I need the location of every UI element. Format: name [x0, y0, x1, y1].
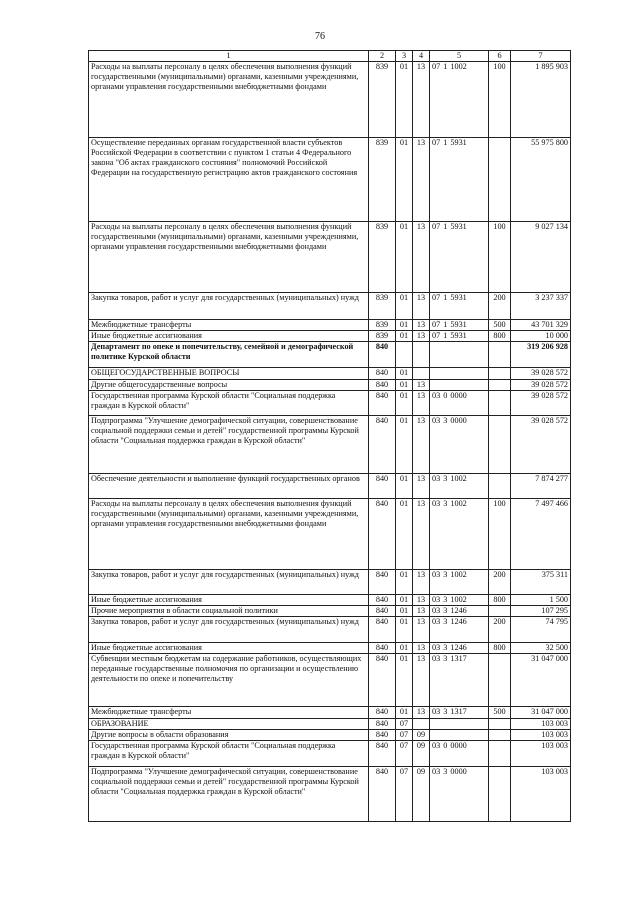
row-name: Субвенции местным бюджетам на содержание работников, осуществляющих переданные государственные полномочия по организации и осуществлению деятельности по опеке и попечительству — [89, 654, 369, 707]
table-row — [89, 741, 571, 767]
admin-code: 839 — [369, 62, 396, 138]
section-code: 01 — [396, 138, 413, 222]
row-name: Другие общегосударственные вопросы — [89, 380, 369, 391]
subsection-code: 13 — [413, 293, 430, 320]
expense-type-code: 800 — [489, 595, 511, 606]
table-row — [89, 293, 571, 320]
expense-type-code: 500 — [489, 707, 511, 719]
amount: 74 795 — [511, 617, 571, 643]
expense-type-code — [489, 767, 511, 822]
subsection-code: 13 — [413, 643, 430, 654]
row-name: Межбюджетные трансферты — [89, 320, 369, 331]
subsection-code: 13 — [413, 606, 430, 617]
expense-type-code: 800 — [489, 643, 511, 654]
subsection-code: 13 — [413, 570, 430, 595]
admin-code: 840 — [369, 368, 396, 380]
table-row — [89, 474, 571, 499]
amount: 103 003 — [511, 730, 571, 741]
amount: 103 003 — [511, 741, 571, 767]
expense-type-code: 100 — [489, 62, 511, 138]
amount: 10 000 — [511, 331, 571, 342]
amount: 7 874 277 — [511, 474, 571, 499]
row-name: Расходы на выплаты персоналу в целях обеспечения выполнения функций государственными (муниципальными) органами, казенными учреждениями, органами управления государственными внебюджетными фондами — [89, 499, 369, 570]
expense-type-code: 200 — [489, 293, 511, 320]
target-item-code: 03 3 1317 — [430, 654, 489, 707]
expense-type-code: 100 — [489, 499, 511, 570]
subsection-code: 13 — [413, 499, 430, 570]
target-item-code — [430, 719, 489, 730]
table-row — [89, 595, 571, 606]
amount: 39 028 572 — [511, 368, 571, 380]
subsection-code: 13 — [413, 617, 430, 643]
table-row — [89, 570, 571, 595]
section-code — [396, 342, 413, 368]
amount: 375 311 — [511, 570, 571, 595]
amount: 3 237 337 — [511, 293, 571, 320]
amount: 103 003 — [511, 767, 571, 822]
column-header-2: 2 — [369, 51, 396, 62]
row-name: Расходы на выплаты персоналу в целях обеспечения выполнения функций государственными (муниципальными) органами, казенными учреждениями, органами управления государственными внебюджетными фондами — [89, 222, 369, 293]
expense-type-code — [489, 606, 511, 617]
target-item-code: 03 3 0000 — [430, 416, 489, 474]
subsection-code — [413, 342, 430, 368]
row-name: Иные бюджетные ассигнования — [89, 331, 369, 342]
target-item-code — [430, 368, 489, 380]
section-code: 01 — [396, 654, 413, 707]
table-row — [89, 138, 571, 222]
table-row — [89, 62, 571, 138]
section-code: 01 — [396, 380, 413, 391]
section-code: 07 — [396, 730, 413, 741]
expense-type-code — [489, 342, 511, 368]
admin-code: 840 — [369, 719, 396, 730]
target-item-code: 03 3 1002 — [430, 474, 489, 499]
expense-type-code: 800 — [489, 331, 511, 342]
admin-code: 840 — [369, 570, 396, 595]
row-name: Государственная программа Курской области "Социальная поддержка граждан в Курской области" — [89, 741, 369, 767]
section-code: 07 — [396, 719, 413, 730]
section-code: 01 — [396, 293, 413, 320]
column-header-3: 3 — [396, 51, 413, 62]
target-item-code: 07 1 5931 — [430, 222, 489, 293]
admin-code: 839 — [369, 331, 396, 342]
table-row — [89, 499, 571, 570]
subsection-code — [413, 719, 430, 730]
target-item-code: 03 0 0000 — [430, 741, 489, 767]
target-item-code — [430, 380, 489, 391]
target-item-code — [430, 342, 489, 368]
row-name: ОБРАЗОВАНИЕ — [89, 719, 369, 730]
admin-code: 839 — [369, 320, 396, 331]
amount: 39 028 572 — [511, 380, 571, 391]
subsection-code: 13 — [413, 320, 430, 331]
target-item-code: 07 1 1002 — [430, 62, 489, 138]
amount: 319 206 928 — [511, 342, 571, 368]
row-name: Иные бюджетные ассигнования — [89, 595, 369, 606]
target-item-code — [430, 730, 489, 741]
row-name: Подпрограмма "Улучшение демографической ситуации, совершенствование социальной поддержки семьи и детей" государственной программы Курской области "Социальная поддержка граждан в Курской области" — [89, 416, 369, 474]
table-row — [89, 368, 571, 380]
target-item-code: 03 3 1246 — [430, 643, 489, 654]
section-code: 01 — [396, 474, 413, 499]
table-row — [89, 767, 571, 822]
row-name: Другие вопросы в области образования — [89, 730, 369, 741]
target-item-code: 07 1 5931 — [430, 331, 489, 342]
admin-code: 840 — [369, 767, 396, 822]
row-name: Осуществление переданных органам государственной власти субъектов Российской Федерации в соответствии с пунктом 1 статьи 4 Федерального закона "Об актах гражданского состояния" полномочий Российской Федерации на государственную регистрацию актов гражданского состояния — [89, 138, 369, 222]
table-row — [89, 331, 571, 342]
admin-code: 840 — [369, 499, 396, 570]
section-code: 01 — [396, 570, 413, 595]
column-header-6: 6 — [489, 51, 511, 62]
table-row — [89, 617, 571, 643]
subsection-code: 13 — [413, 654, 430, 707]
admin-code: 840 — [369, 643, 396, 654]
amount: 39 028 572 — [511, 391, 571, 416]
section-code: 07 — [396, 741, 413, 767]
expense-type-code: 200 — [489, 570, 511, 595]
section-code: 01 — [396, 62, 413, 138]
row-name: Расходы на выплаты персоналу в целях обеспечения выполнения функций государственными (муниципальными) органами, казенными учреждениями, органами управления государственными внебюджетными фондами — [89, 62, 369, 138]
expense-type-code — [489, 719, 511, 730]
admin-code: 839 — [369, 222, 396, 293]
table-row — [89, 416, 571, 474]
admin-code: 840 — [369, 391, 396, 416]
section-code: 01 — [396, 606, 413, 617]
row-name: Закупка товаров, работ и услуг для государственных (муниципальных) нужд — [89, 570, 369, 595]
expense-type-code: 200 — [489, 617, 511, 643]
subsection-code: 13 — [413, 138, 430, 222]
expense-type-code — [489, 391, 511, 416]
section-code: 01 — [396, 331, 413, 342]
amount: 39 028 572 — [511, 416, 571, 474]
admin-code: 840 — [369, 730, 396, 741]
target-item-code: 03 3 1002 — [430, 570, 489, 595]
budget-table — [88, 50, 571, 822]
section-code: 01 — [396, 707, 413, 719]
section-code: 01 — [396, 368, 413, 380]
subsection-code: 09 — [413, 767, 430, 822]
row-name: Прочие мероприятия в области социальной политики — [89, 606, 369, 617]
subsection-code: 13 — [413, 62, 430, 138]
section-code: 01 — [396, 416, 413, 474]
table-row — [89, 719, 571, 730]
subsection-code: 13 — [413, 416, 430, 474]
admin-code: 839 — [369, 293, 396, 320]
target-item-code: 03 3 1002 — [430, 499, 489, 570]
row-name: Закупка товаров, работ и услуг для государственных (муниципальных) нужд — [89, 293, 369, 320]
admin-code: 840 — [369, 617, 396, 643]
amount: 9 027 134 — [511, 222, 571, 293]
section-code: 01 — [396, 391, 413, 416]
amount: 107 295 — [511, 606, 571, 617]
column-header-7: 7 — [511, 51, 571, 62]
target-item-code: 07 1 5931 — [430, 138, 489, 222]
subsection-code — [413, 368, 430, 380]
expense-type-code — [489, 380, 511, 391]
admin-code: 839 — [369, 138, 396, 222]
column-header-1: 1 — [89, 51, 369, 62]
amount: 1 895 903 — [511, 62, 571, 138]
table-row — [89, 643, 571, 654]
row-name: Обеспечение деятельности и выполнение функций государственных органов — [89, 474, 369, 499]
expense-type-code — [489, 741, 511, 767]
subsection-code: 13 — [413, 474, 430, 499]
target-item-code: 07 1 5931 — [430, 293, 489, 320]
target-item-code: 03 3 0000 — [430, 767, 489, 822]
expense-type-code — [489, 654, 511, 707]
expense-type-code — [489, 138, 511, 222]
target-item-code: 07 1 5931 — [430, 320, 489, 331]
amount: 31 047 000 — [511, 707, 571, 719]
amount: 103 003 — [511, 719, 571, 730]
target-item-code: 03 3 1246 — [430, 617, 489, 643]
subsection-code: 13 — [413, 707, 430, 719]
target-item-code: 03 3 1002 — [430, 595, 489, 606]
expense-type-code — [489, 368, 511, 380]
expense-type-code — [489, 474, 511, 499]
amount: 7 497 466 — [511, 499, 571, 570]
amount: 55 975 800 — [511, 138, 571, 222]
admin-code: 840 — [369, 595, 396, 606]
admin-code: 840 — [369, 741, 396, 767]
admin-code: 840 — [369, 654, 396, 707]
header-row — [89, 51, 571, 62]
admin-code: 840 — [369, 380, 396, 391]
row-name: ОБЩЕГОСУДАРСТВЕННЫЕ ВОПРОСЫ — [89, 368, 369, 380]
expense-type-code: 100 — [489, 222, 511, 293]
admin-code: 840 — [369, 606, 396, 617]
amount: 43 701 329 — [511, 320, 571, 331]
section-code: 01 — [396, 499, 413, 570]
page-number: 76 — [315, 31, 325, 42]
amount: 1 500 — [511, 595, 571, 606]
admin-code: 840 — [369, 416, 396, 474]
table-row — [89, 730, 571, 741]
table-row — [89, 606, 571, 617]
row-name: Межбюджетные трансферты — [89, 707, 369, 719]
amount: 31 047 000 — [511, 654, 571, 707]
expense-type-code — [489, 730, 511, 741]
subsection-code: 13 — [413, 595, 430, 606]
section-code: 01 — [396, 643, 413, 654]
subsection-code: 09 — [413, 730, 430, 741]
subsection-code: 13 — [413, 380, 430, 391]
table-row — [89, 380, 571, 391]
target-item-code: 03 3 1317 — [430, 707, 489, 719]
row-name: Подпрограмма "Улучшение демографической ситуации, совершенствование социальной поддержки семьи и детей" государственной программы Курской области "Социальная поддержка граждан в Курской области" — [89, 767, 369, 822]
table-row — [89, 342, 571, 368]
table-row — [89, 222, 571, 293]
admin-code: 840 — [369, 342, 396, 368]
row-name: Департамент по опеке и попечительству, семейной и демографической политике Курской области — [89, 342, 369, 368]
table-row — [89, 707, 571, 719]
section-code: 01 — [396, 320, 413, 331]
column-header-5: 5 — [430, 51, 489, 62]
table-row — [89, 654, 571, 707]
table-row — [89, 391, 571, 416]
section-code: 01 — [396, 595, 413, 606]
expense-type-code: 500 — [489, 320, 511, 331]
subsection-code: 13 — [413, 391, 430, 416]
subsection-code: 13 — [413, 331, 430, 342]
target-item-code: 03 0 0000 — [430, 391, 489, 416]
table-row — [89, 320, 571, 331]
subsection-code: 13 — [413, 222, 430, 293]
row-name: Государственная программа Курской области "Социальная поддержка граждан в Курской области" — [89, 391, 369, 416]
section-code: 07 — [396, 767, 413, 822]
admin-code: 840 — [369, 707, 396, 719]
section-code: 01 — [396, 222, 413, 293]
row-name: Иные бюджетные ассигнования — [89, 643, 369, 654]
target-item-code: 03 3 1246 — [430, 606, 489, 617]
table-body — [89, 62, 571, 822]
subsection-code: 09 — [413, 741, 430, 767]
admin-code: 840 — [369, 474, 396, 499]
column-header-4: 4 — [413, 51, 430, 62]
row-name: Закупка товаров, работ и услуг для государственных (муниципальных) нужд — [89, 617, 369, 643]
amount: 32 500 — [511, 643, 571, 654]
expense-type-code — [489, 416, 511, 474]
section-code: 01 — [396, 617, 413, 643]
